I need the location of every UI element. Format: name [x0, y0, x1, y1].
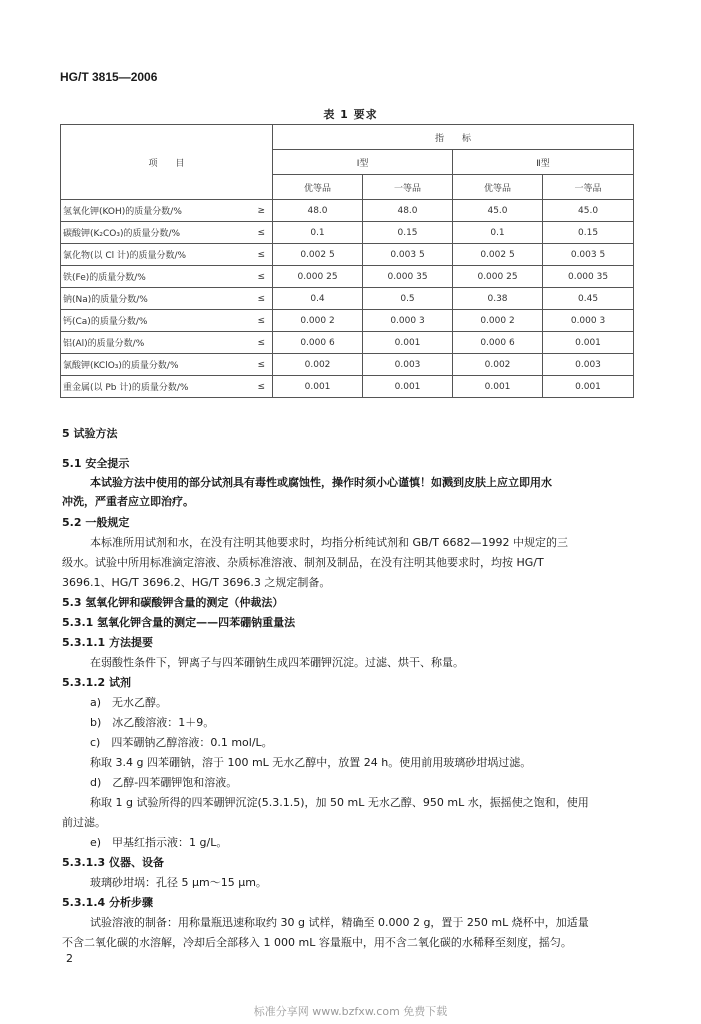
safety-text-line: 本试验方法中使用的部分试剂具有毒性或腐蚀性，操作时须小心谨慎！如溅到皮肤上应立即用水	[90, 476, 552, 489]
cell-value: 0.000 35	[363, 266, 453, 288]
cell-value: 0.000 2	[453, 310, 543, 332]
cell-value: 0.001	[273, 376, 363, 398]
paragraph-line: 本标准所用试剂和水，在没有注明其他要求时，均指分析纯试剂和 GB/T 6682—1992 中规定的三	[90, 536, 568, 549]
header-type2: Ⅱ型	[453, 150, 634, 175]
table-row	[61, 266, 634, 288]
cell-value: 0.001	[363, 376, 453, 398]
row-operator: ≤	[251, 266, 273, 288]
list-item: c) 四苯硼钠乙醇溶液：0.1 mol/L。	[90, 736, 273, 749]
document-id: HG/T 3815—2006	[60, 70, 158, 84]
row-operator: ≤	[251, 288, 273, 310]
paragraph-line: 称取 1 g 试验所得的四苯硼钾沉淀(5.3.1.5)，加 50 mL 无水乙醇、950 mL 水，振摇使之饱和，使用	[90, 796, 589, 809]
section-heading-5-2: 5.2 一般规定	[62, 516, 130, 529]
row-label: 氢氧化钾(KOH)的质量分数/%	[61, 200, 251, 222]
cell-value: 0.38	[453, 288, 543, 310]
list-item: b) 冰乙酸溶液：1＋9。	[90, 716, 215, 729]
cell-value: 0.002 5	[273, 244, 363, 266]
cell-value: 0.001	[543, 376, 634, 398]
row-operator: ≤	[251, 354, 273, 376]
section-heading-5: 5 试验方法	[62, 427, 118, 440]
cell-value: 0.003 5	[543, 244, 634, 266]
cell-value: 0.000 3	[543, 310, 634, 332]
paragraph-line: 在弱酸性条件下，钾离子与四苯硼钠生成四苯硼钾沉淀。过滤、烘干、称量。	[90, 656, 464, 669]
row-operator: ≤	[251, 222, 273, 244]
row-operator: ≥	[251, 200, 273, 222]
cell-value: 48.0	[363, 200, 453, 222]
cell-value: 0.000 35	[543, 266, 634, 288]
row-operator: ≤	[251, 244, 273, 266]
paragraph-line: 前过滤。	[62, 816, 106, 829]
cell-value: 0.003 5	[363, 244, 453, 266]
paragraph-line: 不含二氧化碳的水溶解，冷却后全部移入 1 000 mL 容量瓶中，用不含二氧化碳的水稀释至刻度，摇匀。	[62, 936, 572, 949]
cell-value: 0.001	[363, 332, 453, 354]
section-heading-5-3: 5.3 氢氧化钾和碳酸钾含量的测定（仲裁法）	[62, 596, 284, 609]
row-operator: ≤	[251, 310, 273, 332]
row-label: 钠(Na)的质量分数/%	[61, 288, 251, 310]
list-item: e) 甲基红指示液：1 g/L。	[90, 836, 228, 849]
row-label: 氯酸钾(KClO₃)的质量分数/%	[61, 354, 251, 376]
cell-value: 48.0	[273, 200, 363, 222]
header-type1: Ⅰ型	[273, 150, 453, 175]
requirements-table	[60, 124, 634, 398]
header-grade: 一等品	[543, 175, 634, 200]
header-indicator: 指 标	[273, 125, 634, 150]
row-label: 氯化物(以 Cl 计)的质量分数/%	[61, 244, 251, 266]
table-row	[61, 354, 634, 376]
row-label: 重金属(以 Pb 计)的质量分数/%	[61, 376, 251, 398]
section-heading-5-3-1-4: 5.3.1.4 分析步骤	[62, 896, 153, 909]
cell-value: 45.0	[453, 200, 543, 222]
cell-value: 0.1	[453, 222, 543, 244]
cell-value: 0.002 5	[453, 244, 543, 266]
cell-value: 0.000 6	[273, 332, 363, 354]
list-item: a) 无水乙醇。	[90, 696, 168, 709]
cell-value: 0.002	[453, 354, 543, 376]
paragraph-line: 试验溶液的制备：用称量瓶迅速称取约 30 g 试样，精确至 0.000 2 g，置于 250 mL 烧杯中，加适量	[90, 916, 589, 929]
table-row	[61, 200, 634, 222]
row-operator: ≤	[251, 332, 273, 354]
header-grade: 优等品	[453, 175, 543, 200]
table-row	[61, 376, 634, 398]
cell-value: 0.15	[363, 222, 453, 244]
header-item: 项 目	[61, 125, 273, 200]
cell-value: 0.15	[543, 222, 634, 244]
row-label: 铁(Fe)的质量分数/%	[61, 266, 251, 288]
paragraph-line: 级水。试验中所用标准滴定溶液、杂质标准溶液、制剂及制品，在没有注明其他要求时，均按 HG/T	[62, 556, 544, 569]
cell-value: 0.45	[543, 288, 634, 310]
safety-text-line: 冲洗，严重者应立即治疗。	[62, 495, 194, 508]
row-operator: ≤	[251, 376, 273, 398]
cell-value: 0.4	[273, 288, 363, 310]
section-heading-5-1: 5.1 安全提示	[62, 457, 130, 470]
section-heading-5-3-1-3: 5.3.1.3 仪器、设备	[62, 856, 164, 869]
paragraph-line: 玻璃砂坩埚：孔径 5 μm～15 μm。	[90, 876, 267, 889]
paragraph-line: 3696.1、HG/T 3696.2、HG/T 3696.3 之规定制备。	[62, 576, 331, 589]
section-heading-5-3-1-2: 5.3.1.2 试剂	[62, 676, 131, 689]
header-grade: 一等品	[363, 175, 453, 200]
cell-value: 0.000 6	[453, 332, 543, 354]
table-row	[61, 222, 634, 244]
section-heading-5-3-1-1: 5.3.1.1 方法提要	[62, 636, 153, 649]
cell-value: 0.002	[273, 354, 363, 376]
footer-watermark: 标准分享网 www.bzfxw.com 免费下载	[253, 1005, 448, 1018]
cell-value: 0.001	[543, 332, 634, 354]
list-item: d) 乙醇-四苯硼钾饱和溶液。	[90, 776, 238, 789]
section-heading-5-3-1: 5.3.1 氢氧化钾含量的测定——四苯硼钠重量法	[62, 616, 296, 629]
header-grade: 优等品	[273, 175, 363, 200]
paragraph-line: 称取 3.4 g 四苯硼钠，溶于 100 mL 无水乙醇中，放置 24 h。使用前用玻璃砂坩埚过滤。	[90, 756, 532, 769]
cell-value: 0.000 25	[453, 266, 543, 288]
cell-value: 0.003	[543, 354, 634, 376]
cell-value: 0.001	[453, 376, 543, 398]
cell-value: 45.0	[543, 200, 634, 222]
row-label: 铝(Al)的质量分数/%	[61, 332, 251, 354]
table-row	[61, 288, 634, 310]
cell-value: 0.003	[363, 354, 453, 376]
cell-value: 0.1	[273, 222, 363, 244]
cell-value: 0.000 2	[273, 310, 363, 332]
row-label: 钙(Ca)的质量分数/%	[61, 310, 251, 332]
cell-value: 0.000 3	[363, 310, 453, 332]
table-title: 表 1 要求	[323, 108, 378, 121]
cell-value: 0.000 25	[273, 266, 363, 288]
table-row	[61, 310, 634, 332]
row-label: 碳酸钾(K₂CO₃)的质量分数/%	[61, 222, 251, 244]
table-row	[61, 244, 634, 266]
page-number: 2	[66, 952, 73, 965]
table-row	[61, 332, 634, 354]
cell-value: 0.5	[363, 288, 453, 310]
